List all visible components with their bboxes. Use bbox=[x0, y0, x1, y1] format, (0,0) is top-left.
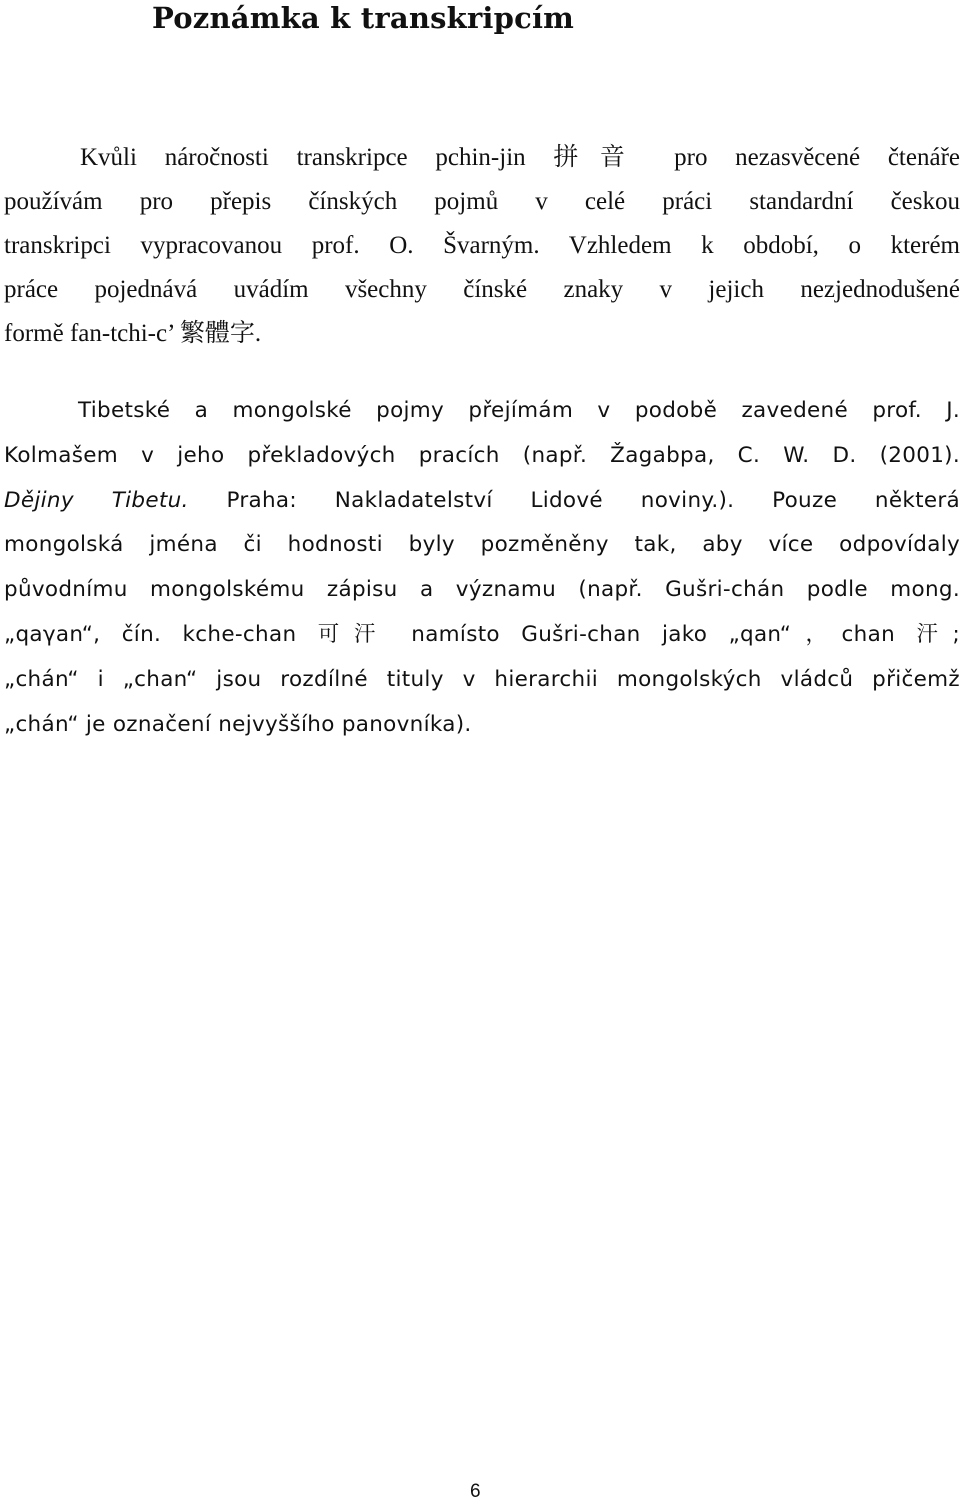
paragraph-line: původnímu mongolskému zápisu a významu (např. Gušri-chán podle mong. bbox=[4, 577, 960, 603]
paragraph-line: Kolmašem v jeho překladových pracích (např. Žagabpa, C. W. D. (2001). bbox=[4, 442, 960, 468]
paragraph-line: „chán“ je označení nejvyššího panovníka). bbox=[4, 711, 472, 737]
paragraph-line: používám pro přepis čínských pojmů v celé práci standardní českou bbox=[4, 188, 960, 215]
page-heading: Poznámka k transkripcím bbox=[152, 1, 575, 35]
paragraph-line: „chán“ i „chan“ jsou rozdílné tituly v hierarchii mongolských vládců přičemž bbox=[4, 666, 960, 692]
paragraph-line: Tibetské a mongolské pojmy přejímám v podobě zavedené prof. J. bbox=[78, 398, 960, 423]
paragraph-line bbox=[4, 479, 960, 524]
paragraph-tibetan-mongolian-terms bbox=[4, 389, 960, 747]
paragraph-line: práce pojednává uvádím všechny čínské znaky v jejich nezjednodušené bbox=[4, 276, 960, 303]
book-title: Dějiny Tibetu. bbox=[4, 487, 189, 513]
paragraph-line: „qaγan“, čín. kche-chan 可汗 namísto Gušri-chan jako „qan“，chan 汗; bbox=[4, 621, 960, 647]
paragraph-line: formě fan-tchi-c’ 繁體字. bbox=[4, 320, 262, 347]
page-number: 6 bbox=[470, 1481, 481, 1502]
paragraph-line-rest: Praha: Nakladatelství Lidové noviny.). Pouze některá bbox=[188, 487, 960, 513]
paragraph-line: transkripci vypracovanou prof. O. Švarným. Vzhledem k období, o kterém bbox=[4, 232, 960, 259]
paragraph-line: Kvůli náročnosti transkripce pchin-jin 拼音 pro nezasvěcené čtenáře bbox=[80, 144, 960, 171]
paragraph-transcription-chinese bbox=[4, 136, 960, 356]
paragraph-line: mongolská jména či hodnosti byly pozměněny tak, aby více odpovídaly bbox=[4, 532, 960, 558]
